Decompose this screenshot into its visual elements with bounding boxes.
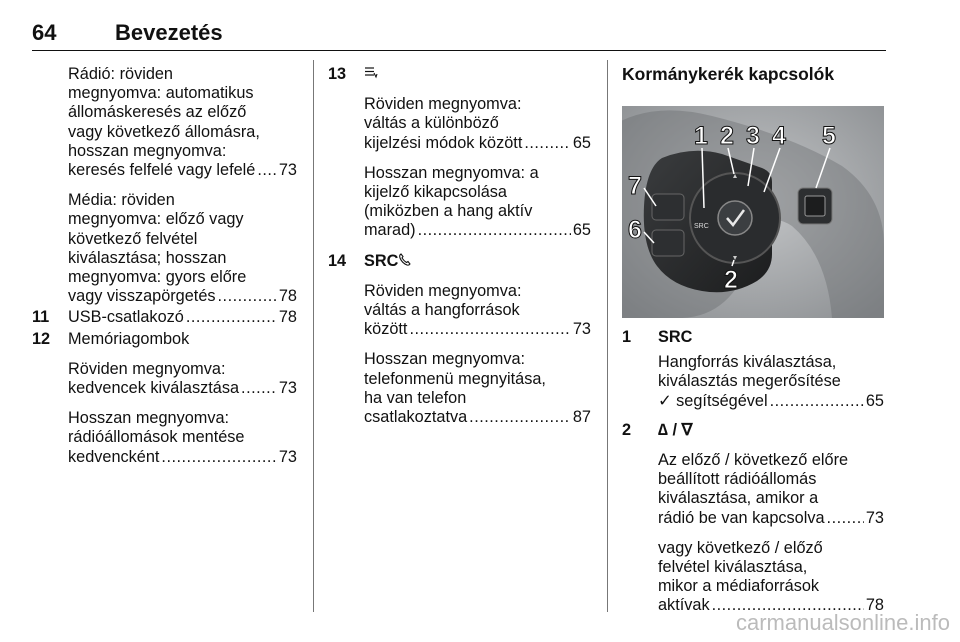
leader-dots	[218, 287, 277, 306]
text-line: Röviden megnyomva:	[68, 359, 226, 378]
page-link[interactable]: 78	[865, 596, 884, 615]
text-line: Röviden megnyomva:	[364, 281, 522, 300]
item-label: SRC	[364, 251, 399, 270]
page-reference[interactable]	[68, 379, 297, 398]
reference-text: rádió be van kapcsolva	[658, 508, 825, 527]
item-number: 12	[32, 329, 51, 348]
leader-dots	[770, 392, 864, 411]
callout-2: 2	[720, 122, 734, 150]
text-line: kijelző kikapcsolása	[364, 183, 507, 202]
legend-item-2-description-b	[622, 539, 884, 616]
legend-item-2	[622, 421, 884, 440]
text-line: Hosszan megnyomva:	[68, 409, 230, 428]
page-link[interactable]: 73	[278, 161, 297, 180]
item-number: 14	[328, 251, 347, 270]
page-reference[interactable]	[68, 161, 297, 180]
text-line: hosszan megnyomva:	[68, 141, 227, 160]
column-divider	[607, 60, 608, 612]
callout-2-lower: 2	[724, 266, 738, 294]
item-13	[328, 65, 591, 84]
item-14	[328, 252, 591, 271]
reference-text: kedvencként	[68, 447, 160, 466]
item-12-short-press	[32, 360, 297, 398]
item-number: 13	[328, 65, 347, 83]
text-line: megnyomva: gyors előre	[68, 268, 247, 287]
text-line: váltás a különböző	[364, 114, 499, 133]
media-description	[32, 191, 297, 306]
leader-dots	[524, 134, 571, 153]
section-heading: Kormánykerék kapcsolók	[622, 64, 835, 84]
text-line: kiválasztása; hosszan	[68, 248, 227, 267]
page-header	[0, 0, 960, 50]
volume-rocker-face	[805, 196, 825, 216]
page-link[interactable]: 78	[278, 308, 297, 327]
page-reference[interactable]	[364, 408, 591, 427]
reference-text: csatlakoztatva	[364, 408, 468, 427]
reference-text: USB-csatlakozó	[68, 308, 184, 327]
text-line: beállított rádióállomás	[658, 470, 817, 489]
ok-button	[718, 201, 752, 235]
page-number: 64	[32, 20, 57, 45]
page-link[interactable]: 87	[572, 408, 591, 427]
leader-dots	[241, 379, 277, 398]
page-link[interactable]: 65	[865, 391, 884, 410]
item-13-short-press	[328, 95, 591, 153]
reference-text: vagy visszapörgetés	[68, 287, 216, 306]
legend-item-1	[622, 328, 884, 347]
phone-icon	[398, 252, 411, 270]
item-14-long-press	[328, 350, 591, 427]
text-line: következő felvétel	[68, 229, 198, 248]
page-link[interactable]: 78	[278, 287, 297, 306]
leader-dots	[257, 161, 277, 180]
page-title: Bevezetés	[115, 20, 223, 45]
column-3-legend	[622, 328, 884, 616]
reference-text: aktívak	[658, 596, 710, 615]
text-line: Röviden megnyomva:	[364, 95, 522, 114]
text-line: vagy következő állomásra,	[68, 122, 260, 141]
header-rule	[32, 50, 886, 51]
text-line: Hosszan megnyomva:	[364, 350, 526, 369]
reference-text: keresés felfelé vagy lefelé	[68, 161, 256, 180]
page-reference[interactable]	[658, 509, 884, 528]
reference-text: kedvencek kiválasztása	[68, 379, 240, 398]
text-line: kiválasztása, amikor a	[658, 489, 819, 508]
callout-5: 5	[822, 122, 836, 150]
page-reference[interactable]	[364, 320, 591, 339]
page-link[interactable]: 73	[278, 379, 297, 398]
page-reference[interactable]	[68, 287, 297, 306]
legend-item-2-description-a	[622, 451, 884, 528]
phone-button	[652, 230, 684, 256]
item-11	[32, 308, 297, 327]
item-label: Memóriagombok	[68, 329, 190, 348]
text-line: telefonmenü megnyitása,	[364, 369, 546, 388]
page-reference[interactable]	[68, 448, 297, 467]
column-divider	[313, 60, 314, 612]
text-line: állomáskeresés az előző	[68, 103, 247, 122]
item-label: SRC	[658, 328, 693, 346]
text-line: Hosszan megnyomva: a	[364, 163, 539, 182]
text-line: rádióállomások mentése	[68, 428, 245, 447]
voice-button	[652, 194, 684, 220]
item-12	[32, 330, 297, 349]
list-menu-icon	[364, 67, 378, 82]
leader-dots	[418, 221, 571, 240]
item-14-short-press	[328, 282, 591, 340]
watermark: carmanualsonline.info	[735, 610, 950, 635]
text-line: felvétel kiválasztása,	[658, 558, 808, 577]
page-reference[interactable]	[68, 308, 297, 327]
text-line: Rádió: röviden	[68, 65, 173, 83]
text-line: megnyomva: automatikus	[68, 84, 254, 103]
text-line: Hangforrás kiválasztása,	[658, 353, 837, 372]
item-13-long-press	[328, 164, 591, 241]
text-line: ha van telefon	[364, 388, 467, 407]
reference-text: között	[364, 320, 408, 339]
text-line: kiválasztás megerősítése	[658, 372, 841, 391]
page-link[interactable]: 65	[572, 133, 591, 152]
leader-dots	[469, 408, 571, 427]
page-link[interactable]: 73	[572, 320, 591, 339]
column-1	[32, 65, 297, 467]
item-12-long-press	[32, 409, 297, 467]
src-label: SRC	[694, 223, 709, 230]
reference-text: marad)	[364, 221, 416, 240]
item-number: 11	[32, 308, 50, 327]
text-line: Média: röviden	[68, 191, 175, 210]
column-3	[622, 65, 884, 84]
leader-dots	[186, 308, 277, 327]
text-line: (miközben a hang aktív	[364, 202, 533, 221]
text-line: mikor a médiaforrások	[658, 577, 820, 596]
text-line: megnyomva: előző vagy	[68, 210, 244, 229]
leader-dots	[161, 448, 276, 467]
callout-7: 7	[628, 172, 642, 200]
reference-text: ✓ segítségével	[658, 391, 768, 410]
item-number: 2	[622, 420, 632, 439]
radio-description	[32, 65, 297, 180]
page-reference[interactable]	[364, 134, 591, 153]
reference-text: kijelzési módok között	[364, 133, 523, 152]
leader-dots	[827, 509, 864, 528]
page-reference[interactable]	[364, 221, 591, 240]
page-link[interactable]: 73	[865, 508, 884, 527]
page-link[interactable]: 65	[572, 221, 591, 240]
text-line: váltás a hangforrások	[364, 301, 520, 320]
callout-1: 1	[694, 122, 708, 150]
text-line: vagy következő / előző	[658, 538, 823, 557]
item-number: 1	[622, 328, 632, 346]
page-link[interactable]: 73	[278, 447, 297, 466]
legend-item-1-description	[622, 353, 884, 411]
callout-4: 4	[772, 122, 786, 150]
callout-3: 3	[746, 122, 760, 150]
leader-dots	[409, 320, 570, 339]
callout-6: 6	[628, 216, 642, 244]
steering-wheel-controls-figure	[622, 106, 884, 318]
text-line: Az előző / következő előre	[658, 451, 849, 470]
column-2	[328, 65, 591, 427]
page-reference[interactable]	[658, 392, 884, 411]
item-label: ∆ / ∇	[658, 420, 693, 439]
